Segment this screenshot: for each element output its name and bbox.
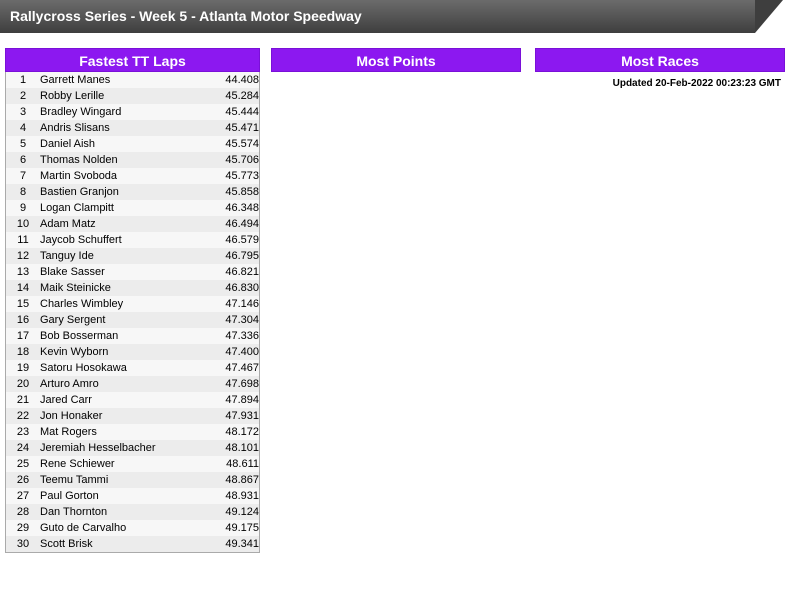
row-position: 30 <box>6 536 40 552</box>
table-row <box>6 488 259 504</box>
row-lap-time: 46.348 <box>203 200 259 216</box>
row-driver-name: Jon Honaker <box>40 408 203 424</box>
row-driver-name: Maik Steinicke <box>40 280 203 296</box>
row-driver-name: Andris Slisans <box>40 120 203 136</box>
row-driver-name: Jared Carr <box>40 392 203 408</box>
header-corner-notch <box>755 0 783 33</box>
table-row <box>6 472 259 488</box>
row-position: 22 <box>6 408 40 424</box>
table-row <box>6 88 259 104</box>
row-driver-name: Charles Wimbley <box>40 296 203 312</box>
row-position: 7 <box>6 168 40 184</box>
table-row <box>6 120 259 136</box>
row-driver-name: Teemu Tammi <box>40 472 203 488</box>
row-position: 8 <box>6 184 40 200</box>
table-row <box>6 424 259 440</box>
row-position: 11 <box>6 232 40 248</box>
row-driver-name: Dan Thornton <box>40 504 203 520</box>
table-row <box>6 136 259 152</box>
table-row <box>6 312 259 328</box>
panel-most-points <box>271 48 521 72</box>
row-driver-name: Tanguy Ide <box>40 248 203 264</box>
table-row <box>6 152 259 168</box>
row-lap-time: 47.400 <box>203 344 259 360</box>
row-driver-name: Bastien Granjon <box>40 184 203 200</box>
row-driver-name: Adam Matz <box>40 216 203 232</box>
row-position: 17 <box>6 328 40 344</box>
row-driver-name: Scott Brisk <box>40 536 203 552</box>
row-lap-time: 45.284 <box>203 88 259 104</box>
row-lap-time: 46.821 <box>203 264 259 280</box>
row-lap-time: 47.467 <box>203 360 259 376</box>
row-position: 16 <box>6 312 40 328</box>
row-lap-time: 49.341 <box>203 536 259 552</box>
row-position: 21 <box>6 392 40 408</box>
row-driver-name: Garrett Manes <box>40 72 203 88</box>
row-position: 6 <box>6 152 40 168</box>
row-position: 2 <box>6 88 40 104</box>
row-lap-time: 45.471 <box>203 120 259 136</box>
table-row <box>6 456 259 472</box>
table-row <box>6 376 259 392</box>
row-driver-name: Guto de Carvalho <box>40 520 203 536</box>
table-row <box>6 248 259 264</box>
updated-timestamp: Updated 20-Feb-2022 00:23:23 GMT <box>612 78 781 89</box>
row-driver-name: Daniel Aish <box>40 136 203 152</box>
row-position: 29 <box>6 520 40 536</box>
table-row <box>6 408 259 424</box>
panel-most-points-title: Most Points <box>271 48 521 72</box>
table-row <box>6 264 259 280</box>
row-lap-time: 46.830 <box>203 280 259 296</box>
row-position: 27 <box>6 488 40 504</box>
row-position: 18 <box>6 344 40 360</box>
panel-fastest-tt-laps-title: Fastest TT Laps <box>5 48 260 72</box>
row-lap-time: 45.858 <box>203 184 259 200</box>
table-row <box>6 104 259 120</box>
row-position: 23 <box>6 424 40 440</box>
row-lap-time: 45.444 <box>203 104 259 120</box>
panel-fastest-tt-laps <box>5 48 260 553</box>
row-driver-name: Satoru Hosokawa <box>40 360 203 376</box>
row-lap-time: 45.574 <box>203 136 259 152</box>
row-lap-time: 48.867 <box>203 472 259 488</box>
row-lap-time: 45.706 <box>203 152 259 168</box>
table-row <box>6 168 259 184</box>
row-lap-time: 47.336 <box>203 328 259 344</box>
fastest-tt-laps-table <box>6 72 259 552</box>
table-row <box>6 232 259 248</box>
row-lap-time: 47.698 <box>203 376 259 392</box>
table-row <box>6 392 259 408</box>
row-driver-name: Arturo Amro <box>40 376 203 392</box>
row-position: 3 <box>6 104 40 120</box>
row-driver-name: Jaycob Schuffert <box>40 232 203 248</box>
table-row <box>6 72 259 88</box>
panel-fastest-tt-laps-body <box>5 72 260 553</box>
row-position: 24 <box>6 440 40 456</box>
row-lap-time: 48.611 <box>203 456 259 472</box>
row-lap-time: 44.408 <box>203 72 259 88</box>
page-header <box>0 0 783 33</box>
table-row <box>6 328 259 344</box>
row-position: 4 <box>6 120 40 136</box>
row-driver-name: Rene Schiewer <box>40 456 203 472</box>
page-title: Rallycross Series - Week 5 - Atlanta Motor Speedway <box>10 8 362 24</box>
row-position: 25 <box>6 456 40 472</box>
row-position: 26 <box>6 472 40 488</box>
row-lap-time: 47.146 <box>203 296 259 312</box>
row-position: 19 <box>6 360 40 376</box>
row-driver-name: Thomas Nolden <box>40 152 203 168</box>
row-lap-time: 46.795 <box>203 248 259 264</box>
row-position: 9 <box>6 200 40 216</box>
table-row <box>6 520 259 536</box>
table-row <box>6 344 259 360</box>
row-position: 12 <box>6 248 40 264</box>
row-driver-name: Bradley Wingard <box>40 104 203 120</box>
row-position: 14 <box>6 280 40 296</box>
table-row <box>6 296 259 312</box>
row-driver-name: Martin Svoboda <box>40 168 203 184</box>
row-driver-name: Mat Rogers <box>40 424 203 440</box>
row-position: 13 <box>6 264 40 280</box>
table-row <box>6 536 259 552</box>
row-lap-time: 47.931 <box>203 408 259 424</box>
table-row <box>6 280 259 296</box>
row-position: 5 <box>6 136 40 152</box>
row-lap-time: 48.931 <box>203 488 259 504</box>
row-lap-time: 48.172 <box>203 424 259 440</box>
table-row <box>6 360 259 376</box>
row-lap-time: 46.494 <box>203 216 259 232</box>
row-lap-time: 47.894 <box>203 392 259 408</box>
row-position: 28 <box>6 504 40 520</box>
row-driver-name: Kevin Wyborn <box>40 344 203 360</box>
row-driver-name: Logan Clampitt <box>40 200 203 216</box>
row-driver-name: Jeremiah Hesselbacher <box>40 440 203 456</box>
row-lap-time: 47.304 <box>203 312 259 328</box>
row-lap-time: 46.579 <box>203 232 259 248</box>
panel-most-races-body <box>535 72 785 89</box>
row-driver-name: Robby Lerille <box>40 88 203 104</box>
row-driver-name: Blake Sasser <box>40 264 203 280</box>
panel-most-races-title: Most Races <box>535 48 785 72</box>
table-row <box>6 504 259 520</box>
row-position: 20 <box>6 376 40 392</box>
row-position: 15 <box>6 296 40 312</box>
row-lap-time: 48.101 <box>203 440 259 456</box>
table-row <box>6 216 259 232</box>
row-driver-name: Gary Sergent <box>40 312 203 328</box>
row-driver-name: Bob Bosserman <box>40 328 203 344</box>
row-lap-time: 49.175 <box>203 520 259 536</box>
table-row <box>6 184 259 200</box>
row-lap-time: 45.773 <box>203 168 259 184</box>
table-row <box>6 440 259 456</box>
table-row <box>6 200 259 216</box>
row-position: 10 <box>6 216 40 232</box>
row-position: 1 <box>6 72 40 88</box>
panel-most-races <box>535 48 785 89</box>
row-lap-time: 49.124 <box>203 504 259 520</box>
row-driver-name: Paul Gorton <box>40 488 203 504</box>
